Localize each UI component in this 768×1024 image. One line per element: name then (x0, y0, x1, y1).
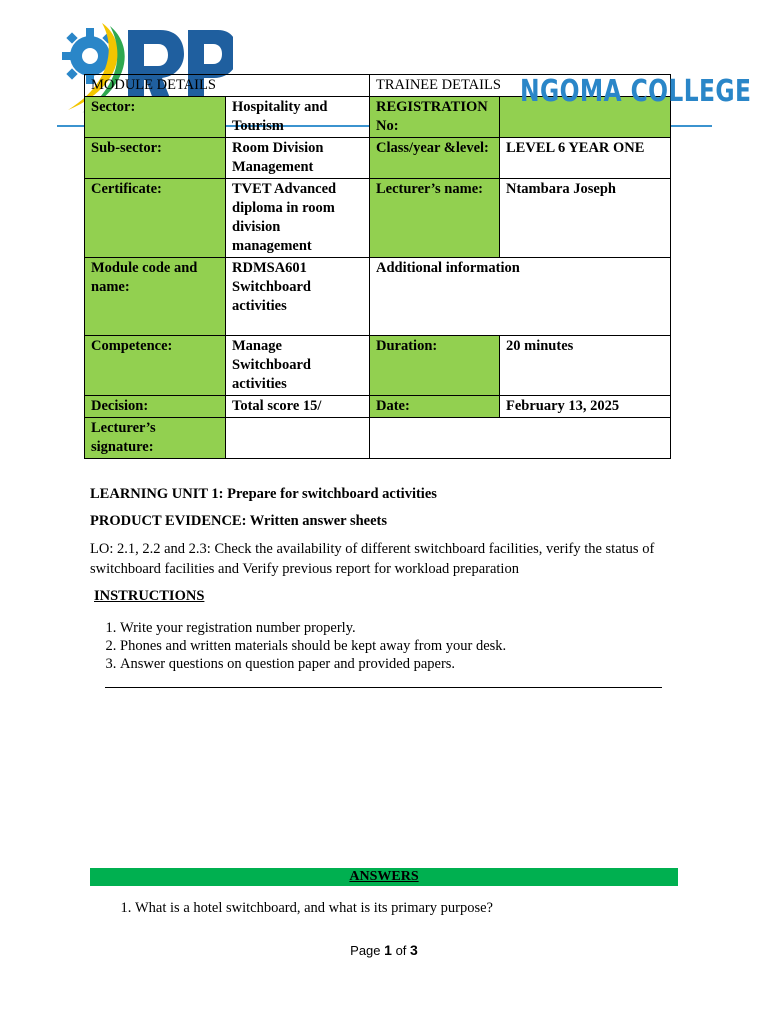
sector-value: Hospitality and Tourism (226, 97, 370, 138)
registration-label: REGISTRATION No: (370, 97, 500, 138)
decision-label: Decision: (85, 396, 226, 418)
footer-of-word: of (395, 943, 407, 958)
instruction-item: 1. Write your registration number properly. (120, 619, 720, 637)
questions-list (100, 899, 493, 917)
additional-info-label: Additional information (370, 258, 671, 336)
footer-page-word: Page (350, 943, 381, 958)
answers-title: ANSWERS (349, 869, 419, 884)
instructions-title: INSTRUCTIONS (94, 588, 205, 604)
signature-value (226, 418, 370, 459)
product-evidence: PRODUCT EVIDENCE: Written answer sheets (90, 513, 387, 529)
class-label: Class/year &level: (370, 138, 500, 179)
college-name: NGOMA COLLEGE (520, 74, 752, 109)
decision-value: Total score 15/ (226, 396, 370, 418)
signature-label: Lecturer’s signature: (85, 418, 226, 459)
divider-line (105, 687, 662, 688)
certificate-value: TVET Advanced diploma in room division management (226, 179, 370, 258)
instruction-item: 3. Answer questions on question paper and provided papers. (120, 655, 720, 673)
competence-label: Competence: (85, 336, 226, 396)
duration-label: Duration: (370, 336, 500, 396)
competence-value: Manage Switchboard activities (226, 336, 370, 396)
learning-unit: LEARNING UNIT 1: Prepare for switchboard activities (90, 486, 437, 502)
date-value: February 13, 2025 (500, 396, 671, 418)
module-value: RDMSA601 Switchboard activities (226, 258, 370, 336)
instructions-list (85, 619, 720, 673)
signature-blank (370, 418, 671, 459)
subsector-value: Room Division Management (226, 138, 370, 179)
certificate-label: Certificate: (85, 179, 226, 258)
module-label: Module code and name: (85, 258, 226, 336)
duration-value: 20 minutes (500, 336, 671, 396)
answers-header (90, 868, 678, 886)
date-label: Date: (370, 396, 500, 418)
module-details-header: MODULE DETAILS (85, 75, 370, 97)
class-value: LEVEL 6 YEAR ONE (500, 138, 671, 179)
question-item: 1. What is a hotel switchboard, and what is its primary purpose? (135, 899, 493, 917)
subsector-label: Sub-sector: (85, 138, 226, 179)
lecturer-name-label: Lecturer’s name: (370, 179, 500, 258)
page-footer (0, 942, 768, 958)
learning-outcome: LO: 2.1, 2.2 and 2.3: Check the availability of different switchboard facilities, verify the status of switchboard facilities and Verify previous report for workload preparation (90, 541, 655, 577)
sector-label: Sector: (85, 97, 226, 138)
details-table (84, 74, 671, 459)
lecturer-name-value: Ntambara Joseph (500, 179, 671, 258)
instruction-item: 2. Phones and written materials should be kept away from your desk. (120, 637, 720, 655)
footer-page-number: 1 (384, 942, 392, 958)
footer-page-total: 3 (410, 942, 418, 958)
trainee-details-header: TRAINEE DETAILS (370, 75, 671, 97)
